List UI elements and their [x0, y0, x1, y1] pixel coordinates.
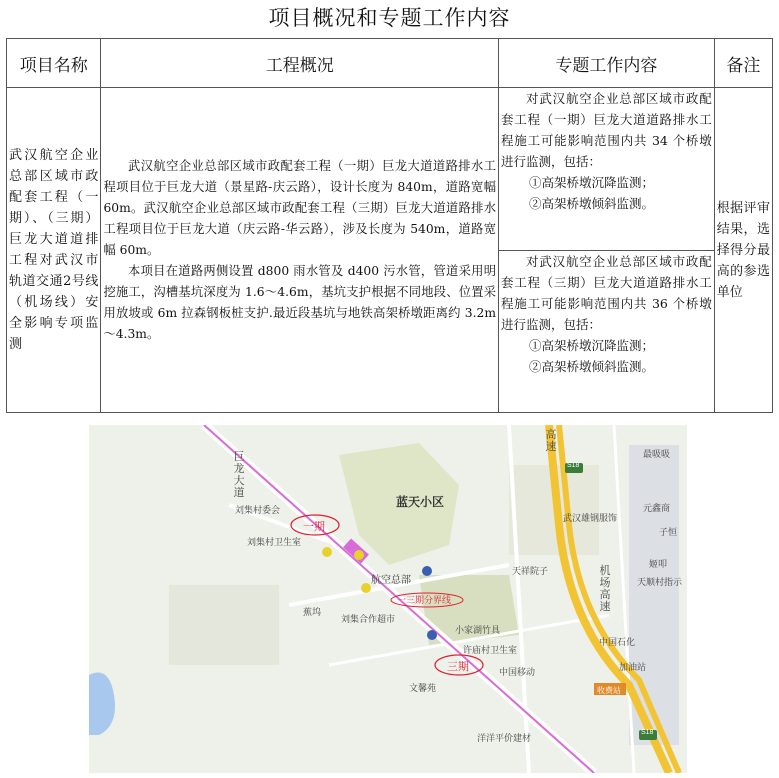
poi-liujicun-clinic: 刘集村卫生室 — [247, 537, 302, 547]
poi-xiaojia-lake: 小家湖竹具 — [455, 625, 501, 635]
topic2-item-settlement: ①高架桥墩沉降监测； — [529, 337, 655, 353]
exit-b-icon — [361, 583, 371, 593]
boundary-label: 一三期分界线 — [397, 595, 452, 605]
topic1-item-tilt: ②高架桥墩倾斜监测。 — [529, 196, 655, 211]
page-title: 项目概况和专题工作内容 — [268, 6, 511, 30]
poi-zixing: 子恒 — [659, 527, 678, 537]
location-map — [89, 425, 687, 773]
topic2-intro: 对武汉航空企业总部区域市政配套工程（三期）巨龙大道道路排水工程施工可能影响范围内共 36 个桥墩进行监测，包括： — [501, 253, 712, 332]
overview-cell — [101, 88, 499, 413]
poi-zhanghui: 最吸吸 — [643, 449, 671, 459]
poi-jiang: 蕉坞 — [303, 607, 322, 617]
header-overview: 工程概况 — [101, 39, 499, 88]
poi-toll: 收费站 — [597, 686, 621, 695]
badge-bottom: S18 — [641, 729, 654, 736]
header-note: 备注 — [714, 39, 772, 88]
note-cell: 根据评审结果，选择得分最高的参选单位 — [714, 88, 772, 413]
map-graphics — [89, 425, 687, 773]
highway-label-top: 高速 — [545, 429, 557, 453]
header-topic: 专题工作内容 — [499, 39, 715, 88]
phase1-label: 一期 — [303, 521, 325, 533]
poi-wuhan-steel: 武汉雄钢服饰 — [563, 513, 618, 523]
header-name: 项目名称 — [7, 39, 101, 88]
topic1-item-settlement: ①高架桥墩沉降监测； — [529, 175, 655, 190]
project-table — [6, 38, 773, 413]
exit-a-icon — [322, 547, 332, 557]
topic2-item-tilt: ②高架桥墩倾斜监测。 — [529, 358, 655, 374]
poi-liujicun-market: 刘集合作超市 — [341, 614, 396, 624]
table-row — [7, 88, 773, 251]
block — [169, 585, 279, 665]
phase3-label: 三期 — [447, 661, 469, 673]
poi-xumiao-clinic: 许庙村卫生室 — [463, 645, 518, 655]
table-header-row — [7, 39, 773, 88]
poi-china-mobile: 中国移动 — [499, 667, 536, 677]
poi-yangping-materials: 洋洋平价建材 — [477, 733, 532, 743]
poi-sinopec: 中国石化 — [599, 637, 636, 647]
poi-liujicun-committee: 刘集村委会 — [235, 505, 281, 515]
poi-jiangzhou: 姬叩 — [649, 559, 668, 569]
badge-top: S18 — [567, 462, 580, 469]
overview-paragraph-1: 武汉航空企业总部区域市政配套工程（一期）巨龙大道道路排水工程项目位于巨龙大道（景星路-庆云路），设计长度为 840m，道路宽幅 60m。武汉航空企业总部区域市政配套工程（三期）巨龙大道道路排水工程项目位于巨龙大道（庆云路-华云路），涉及长度为 540m，道路宽幅 60m。 — [103, 158, 497, 257]
bus-stop-icon — [422, 566, 432, 576]
exit-d-icon — [354, 550, 364, 560]
poi-tianxiang: 天祥院子 — [512, 566, 549, 576]
poi-yuanmeng: 元鑫商 — [643, 503, 671, 513]
topic-cell-phase1 — [499, 88, 715, 251]
overview-paragraph-2: 本项目在道路两侧设置 d800 雨水管及 d400 污水管，管道采用明挖施工，沟槽基坑深度为 1.6～4.6m，基坑支护根据不同地段、位置采用放坡或 6m 拉森钢板桩支护.最近段基坑与地铁高架桥墩距离约 3.2m～4.3m。 — [103, 263, 497, 341]
poi-gas: 加油站 — [619, 662, 647, 672]
highway-label: 机场高速 — [599, 565, 611, 613]
district-label: 蓝天小区 — [396, 495, 445, 509]
station-label: 航空总部 — [371, 575, 411, 586]
topic-cell-phase3 — [499, 250, 715, 413]
topic1-intro: 对武汉航空企业总部区域市政配套工程（一期）巨龙大道道路排水工程施工可能影响范围内共 34 个桥墩进行监测，包括： — [501, 91, 712, 169]
project-name-cell: 武汉航空企业总部区域市政配套工程（一期）、（三期）巨龙大道道排工程对武汉市轨道交通2号线（机场线）安全影响专项监测 — [7, 88, 101, 413]
lake — [89, 673, 115, 736]
poi-tianjue: 天顺村指示 — [637, 577, 683, 587]
poi-wenyi-house: 文馨苑 — [409, 683, 437, 693]
bus-stop-icon — [427, 630, 437, 640]
road-label-julong: 巨龙大道 — [233, 451, 245, 499]
